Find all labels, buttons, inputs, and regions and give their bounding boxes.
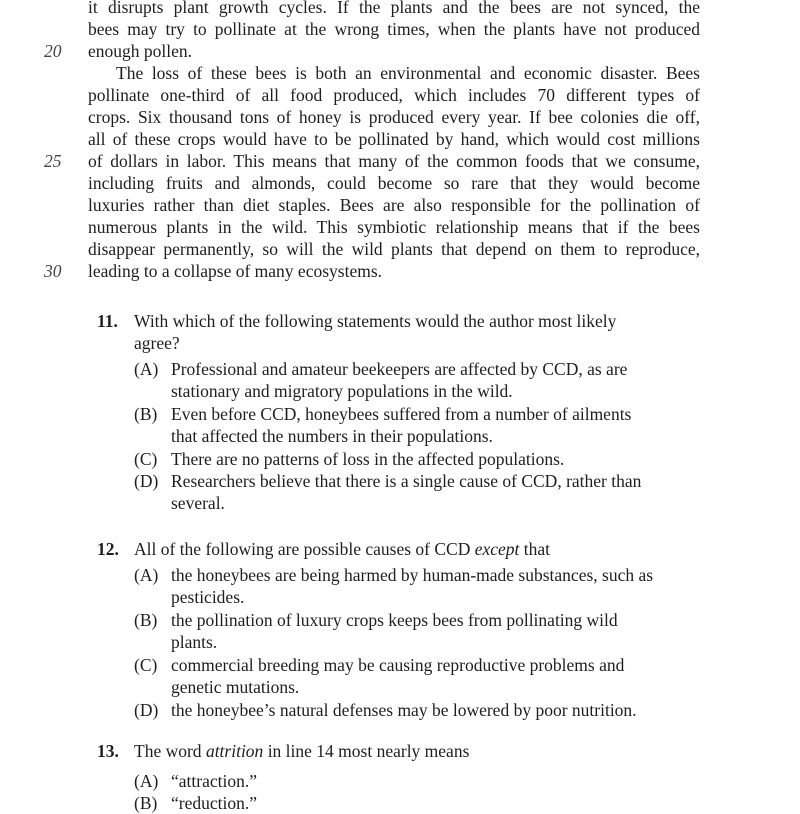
option-text: the pollination of luxury crops keeps bees from pollinating wild (171, 610, 618, 630)
passage-line: enough pollen. (88, 41, 193, 61)
question-number: 12. (97, 539, 119, 559)
passage-line: including fruits and almonds, could become so rare that they would become (88, 173, 700, 193)
option-text: “attraction.” (171, 771, 257, 791)
line-number: 30 (44, 261, 62, 281)
stem-text: in line 14 most nearly means (263, 741, 470, 761)
passage-line: crops. Six thousand tons of honey is produced every year. If bee colonies die off, (88, 107, 700, 127)
option-letter: (B) (134, 793, 158, 813)
option-letter: (A) (134, 565, 159, 585)
stem-text: All of the following are possible causes of CCD (134, 539, 475, 559)
stem-text: The word (134, 741, 206, 761)
option-text: plants. (171, 632, 218, 652)
stem-emphasis: except (474, 539, 520, 559)
option-letter: (C) (134, 655, 158, 675)
passage-line: The loss of these bees is both an environmental and economic disaster. Bees (116, 63, 700, 83)
question-stem (134, 538, 694, 560)
question-stem (134, 740, 694, 762)
passage-line: pollinate one-third of all food produced, which includes 70 different types of (88, 85, 700, 105)
question-number: 13. (97, 741, 119, 761)
passage-line: disappear permanently, so will the wild plants that depend on them to reproduce, (88, 239, 700, 259)
option-letter: (C) (134, 449, 158, 469)
passage-line: of dollars in labor. This means that many of the common foods that we consume, (88, 151, 700, 171)
option-letter: (A) (134, 771, 159, 791)
option-text: Professional and amateur beekeepers are affected by CCD, as are (171, 359, 628, 379)
option-text: stationary and migratory populations in the wild. (171, 381, 513, 401)
option-text: “reduction.” (171, 793, 257, 813)
option-letter: (B) (134, 610, 158, 630)
question-stem-line: agree? (134, 333, 180, 353)
option-text: genetic mutations. (171, 677, 300, 697)
option-letter: (D) (134, 471, 159, 491)
option-text: that affected the numbers in their populations. (171, 426, 493, 446)
option-letter: (B) (134, 404, 158, 424)
option-text: There are no patterns of loss in the affected populations. (171, 449, 565, 469)
passage-line: bees may try to pollinate at the wrong times, when the plants have not produced (88, 19, 700, 39)
passage-line: it disrupts plant growth cycles. If the plants and the bees are not synced, the (88, 0, 700, 17)
option-letter: (A) (134, 359, 159, 379)
question-number: 11. (97, 311, 118, 331)
option-text: Researchers believe that there is a single cause of CCD, rather than (171, 471, 642, 491)
line-number: 25 (44, 151, 62, 171)
option-text: commercial breeding may be causing reproductive problems and (171, 655, 625, 675)
option-text: pesticides. (171, 587, 245, 607)
passage-line: leading to a collapse of many ecosystems. (88, 261, 383, 281)
option-text: the honeybees are being harmed by human-made substances, such as (171, 565, 654, 585)
stem-text: that (519, 539, 551, 559)
stem-emphasis: attrition (205, 741, 264, 761)
line-number: 20 (44, 41, 62, 61)
option-text: the honeybee’s natural defenses may be lowered by poor nutrition. (171, 700, 637, 720)
option-text: Even before CCD, honeybees suffered from a number of ailments (171, 404, 632, 424)
passage-line: all of these crops would have to be pollinated by hand, which would cost millions (88, 129, 700, 149)
question-stem-line: With which of the following statements would the author most likely (134, 311, 617, 331)
passage-line: numerous plants in the wild. This symbiotic relationship means that if the bees (88, 217, 700, 237)
option-letter: (D) (134, 700, 159, 720)
passage-line: luxuries rather than diet staples. Bees are also responsible for the pollination of (88, 195, 700, 215)
option-text: several. (171, 493, 225, 513)
